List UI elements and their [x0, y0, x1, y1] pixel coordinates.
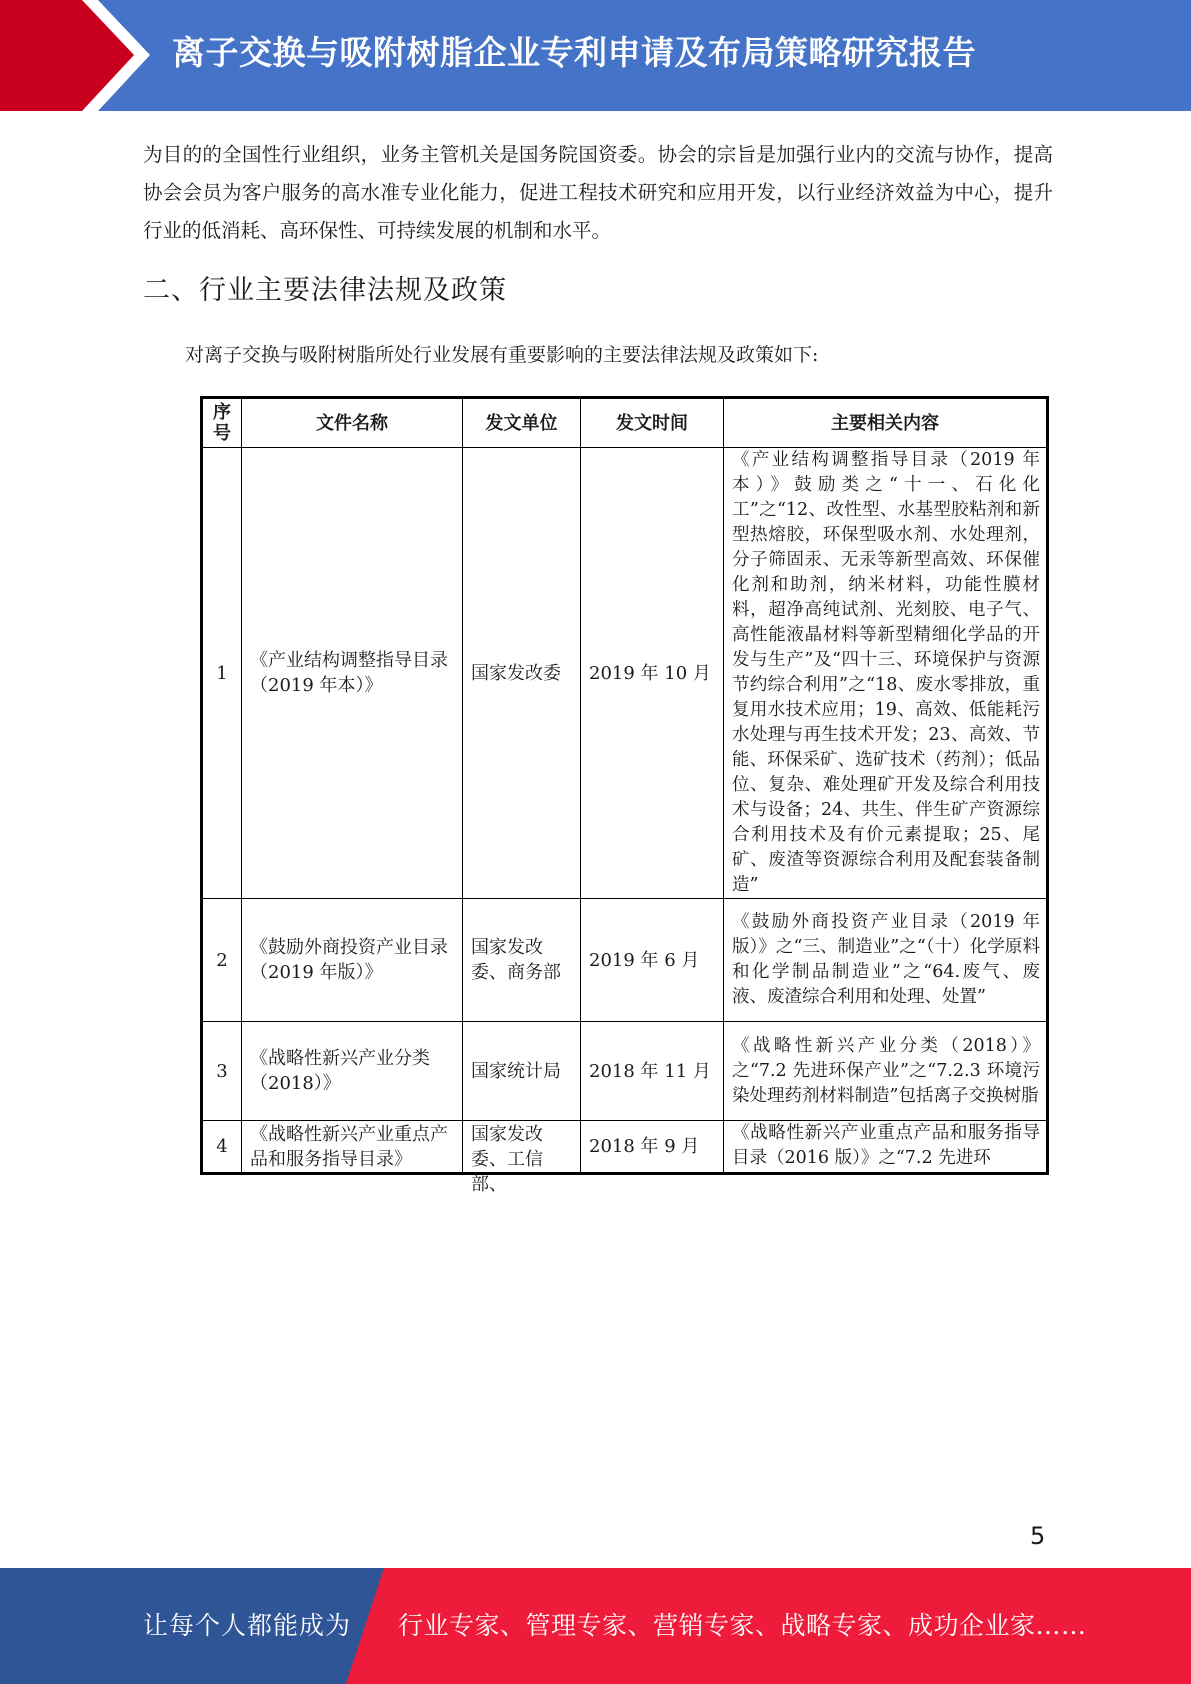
table-header-row: [202, 398, 1048, 448]
footer-slogan-right: 行业专家、管理专家、营销专家、战略专家、成功企业家……: [398, 1611, 1087, 1640]
table-row: [202, 899, 1048, 1022]
row-content: [724, 1121, 1048, 1174]
row-name: 《产业结构调整指导目录（2019 年本）》: [242, 448, 463, 899]
row-no: 3: [202, 1022, 242, 1121]
page-header: [0, 0, 1191, 111]
row-date: 2018 年 11 月: [581, 1022, 724, 1121]
table-row: [202, 1121, 1048, 1174]
report-title: 离子交换与吸附树脂企业专利申请及布局策略研究报告: [172, 33, 976, 72]
page-number: 5: [1030, 1522, 1046, 1550]
row-no: 4: [202, 1121, 242, 1174]
header-date: 发文时间: [581, 398, 724, 448]
header-name: 文件名称: [242, 398, 463, 448]
header-no: 序号: [202, 398, 242, 448]
header-issuer: 发文单位: [463, 398, 581, 448]
intro-paragraph: 为目的的全国性行业组织，业务主管机关是国务院国资委。协会的宗旨是加强行业内的交流与协作，提高协会会员为客户服务的高水准专业化能力，促进工程技术研究和应用开发，以行业经济效益为中心，提升行业的低消耗、高环保性、可持续发展的机制和水平。: [143, 143, 1053, 242]
row-issuer: 国家发改委、商务部: [463, 899, 581, 1022]
footer-slogan-left: 让每个人都能成为: [143, 1611, 352, 1640]
row-date: 2019 年 6 月: [581, 899, 724, 1022]
header-content: 主要相关内容: [724, 398, 1048, 448]
row-no: 2: [202, 899, 242, 1022]
row-no: 1: [202, 448, 242, 899]
row-content: 《产业结构调整指导目录（2019 年本）》鼓励类之“十一、石化化工”之“12、改性型、水基型胶粘剂和新型热熔胶，环保型吸水剂、水处理剂，分子筛固汞、无汞等新型高效、环保催化剂和助剂，纳米材料，功能性膜材料，超净高纯试剂、光刻胶、电子气、高性能液晶材料等新型精细化学品的开发与生产”及“四十三、环境保护与资源节约综合利用”之“18、废水零排放，重复用水技术应用；19、高效、低能耗污水处理与再生技术开发；23、高效、节能、环保采矿、选矿技术（药剂）；低品位、复杂、难处理矿开发及综合利用技术与设备；24、共生、伴生矿产资源综合利用技术及有价元素提取；25、尾矿、废渣等资源综合利用及配套装备制造”: [724, 448, 1048, 899]
row-issuer: 国家发改委: [463, 448, 581, 899]
page-footer: [0, 1568, 1191, 1684]
row-content-text: 《战略性新兴产业重点产品和服务指导目录（2016 版）》之“7.2 先进环: [732, 1123, 1040, 1168]
table-row: [202, 1022, 1048, 1121]
row-name-text: 《战略性新兴产业重点产品和服务指导目录》: [250, 1124, 448, 1170]
lead-sentence: 对离子交换与吸附树脂所处行业发展有重要影响的主要法律法规及政策如下:: [185, 344, 819, 366]
header-arrow-decoration: [0, 0, 160, 111]
row-content: 《战略性新兴产业分类（2018）》之“7.2 先进环保产业”之“7.2.3 环境污染处理药剂材料制造”包括离子交换树脂: [724, 1022, 1048, 1121]
row-name: [242, 1121, 463, 1174]
row-content: 《鼓励外商投资产业目录（2019 年版）》之“三、制造业”之“（十）化学原料和化学制品制造业”之“64.废气、废液、废渣综合利用和处理、处置”: [724, 899, 1048, 1022]
table-row: [202, 448, 1048, 899]
row-date: 2019 年 10 月: [581, 448, 724, 899]
row-name: 《鼓励外商投资产业目录（2019 年版）》: [242, 899, 463, 1022]
row-issuer: [463, 1121, 581, 1195]
row-name: 《战略性新兴产业分类（2018）》: [242, 1022, 463, 1121]
row-issuer: 国家统计局: [463, 1022, 581, 1121]
row-issuer-text: 国家发改委、工信部、: [471, 1124, 543, 1195]
regulations-table: [200, 396, 1049, 1195]
row-date: 2018 年 9 月: [581, 1121, 724, 1174]
section-heading: 二、行业主要法律法规及政策: [143, 275, 507, 306]
